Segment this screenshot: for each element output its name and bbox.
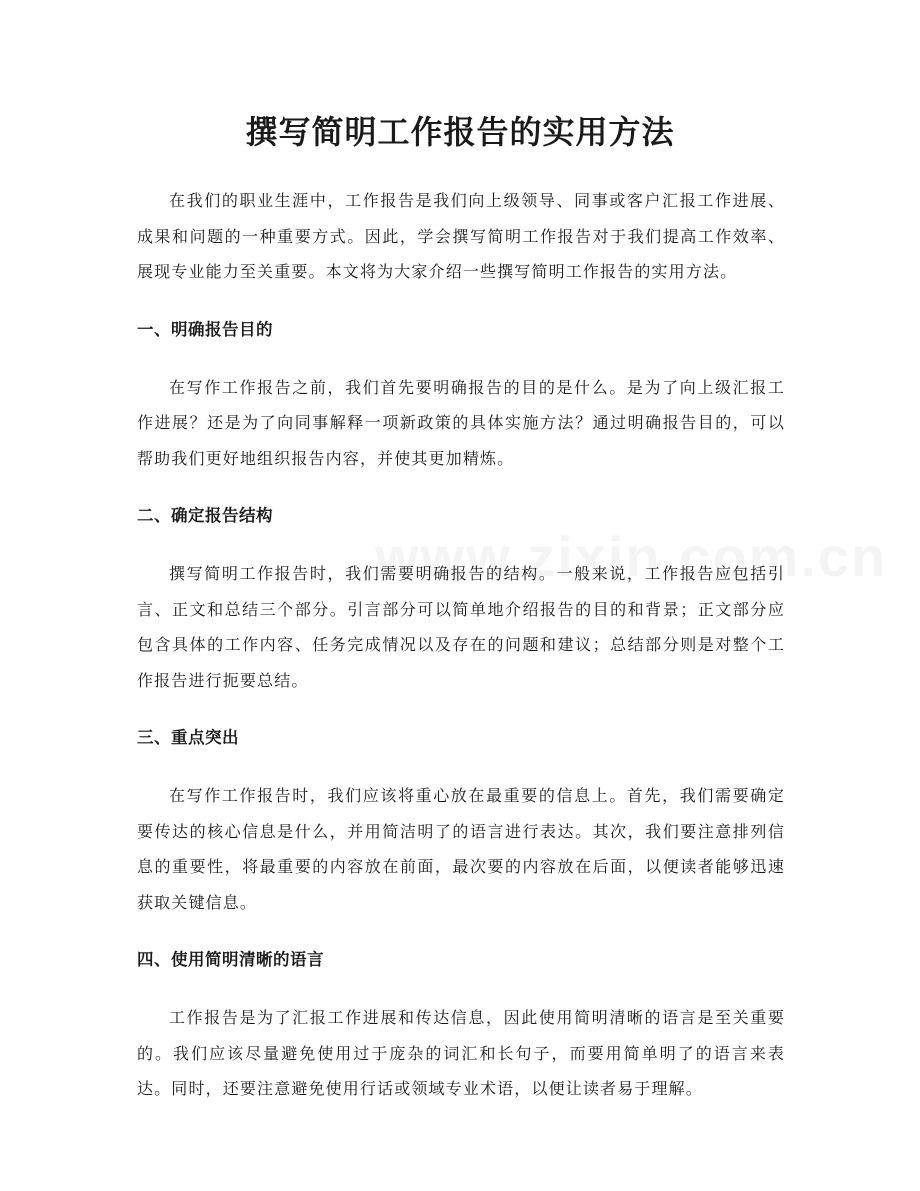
intro-paragraph: 在我们的职业生涯中，工作报告是我们向上级领导、同事或客户汇报工作进展、成果和问题的一种重要方式。因此，学会撰写简明工作报告对于我们提高工作效率、展现专业能力至关重要。本文将为大家介绍一些撰写简明工作报告的实用方法。 [137,191,785,281]
section-heading-4: 四、使用简明清晰的语言 [137,950,324,969]
section-heading-2: 二、确定报告结构 [137,506,273,525]
section-body-2: 撰写简明工作报告时，我们需要明确报告的结构。一般来说，工作报告应包括引言、正文和总结三个部分。引言部分可以简单地介绍报告的目的和背景；正文部分应包含具体的工作内容、任务完成情况以及存在的问题和建议；总结部分则是对整个工作报告进行扼要总结。 [137,564,785,690]
section-heading-3: 三、重点突出 [137,728,239,747]
document-title: 撰写简明工作报告的实用方法 [245,113,675,151]
section-heading-1: 一、明确报告目的 [137,319,273,339]
section-body-4: 工作报告是为了汇报工作进展和传达信息，因此使用简明清晰的语言是至关重要的。我们应该尽量避免使用过于庞杂的词汇和长句子，而要用简单明了的语言来表达。同时，还要注意避免使用行话或领域专业术语，以便让读者易于理解。 [137,1008,785,1098]
section-body-3: 在写作工作报告时，我们应该将重心放在最重要的信息上。首先，我们需要确定要传达的核心信息是什么，并用简洁明了的语言进行表达。其次，我们要注意排列信息的重要性，将最重要的内容放在前面，最次要的内容放在后面，以便读者能够迅速获取关键信息。 [137,786,785,912]
section-body-1: 在写作工作报告之前，我们首先要明确报告的目的是什么。是为了向上级汇报工作进展？还是为了向同事解释一项新政策的具体实施方法？通过明确报告目的，可以帮助我们更好地组织报告内容，并使其更加精炼。 [137,377,785,468]
document-body [137,183,785,1107]
